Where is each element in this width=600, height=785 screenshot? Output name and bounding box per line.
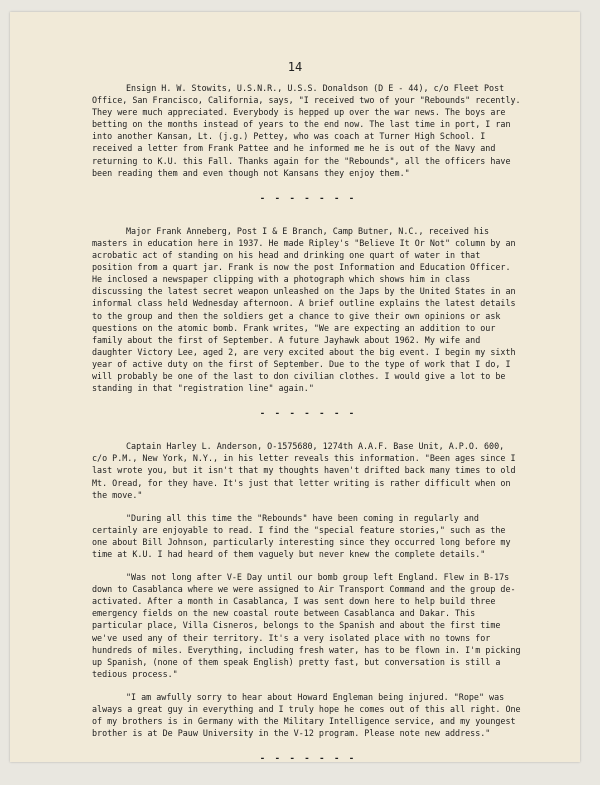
paragraph-stowits: Ensign H. W. Stowits, U.S.N.R., U.S.S. Donaldson (D E - 44), c/o Fleet Post Office, San Francisco, California, says, "I received two of your "Rebounds" recently. They were much appreciated. Everybody is hepped up over the war news. The boys are betting on the months instead of years to the end now. The last time in port, I ran into another Kansan, Lt. (j.g.) Pettey, who was coach at Turner High School. I received a letter from Frank Pattee and he informed me he is out of the Navy and returning to K.U. this Fall. Thanks again for the "Rebounds", all the officers have been reading them and even though not Kansans they enjoy them.": [92, 83, 521, 178]
paragraph-anderson-closing: "I am awfully sorry to hear about Howard Engleman being injured. "Rope" was always a great guy in everything and I truly hope he comes out of this all right. One of my brothers is in Germany with the Military Intelligence service, and my youngest brother is at De Pauw University in the V-12 program. Please note new address.": [92, 691, 521, 739]
paragraph-gap: [92, 501, 524, 512]
section-divider: - - - - - - -: [259, 409, 357, 420]
section-divider: - - - - - - -: [259, 193, 357, 204]
page-number: 14: [287, 60, 303, 74]
document-body: [92, 82, 524, 785]
section-divider: - - - - - - -: [259, 754, 357, 765]
paragraph-anneberg: Major Frank Anneberg, Post I & E Branch, Camp Butner, N.C., received his masters in education here in 1937. He made Ripley's "Believe It Or Not" column by an acrobatic act of standing on his head and drinking one quart of water in that position from a quart jar. Frank is now the post Information and Education Officer. He inclosed a newspaper clipping with a photograph which shows him in class discussing the latest secret weapon unleashed on the Japs by the United States in an informal class held Wednesday afternoon. A brief outline explains the latest details to the group and then the soldiers get a chance to give their own opinions or ask questions on the atomic bomb. Frank writes, "We are expecting an addition to our family about the first of September. A future Jayhawk about 1962. My wife and daughter Victory Lee, aged 2, are very excited about the big event. I begin my sixth year of active duty on the first of September. Due to the type of work that I do, I will probably be one of the last to don civilian clothes. I would give a lot to be standing in that "registration line" again.": [92, 225, 516, 394]
paragraph-anderson-casablanca: "Was not long after V-E Day until our bomb group left England. Flew in B-17s down to Casablanca where we were assigned to Air Transport Command and the group de-activated. After a month in Casablanca, I was sent down here to help build three emergency fields on the new coastal route between Casablanca and Dakar. This particular place, Villa Cisneros, belongs to the Spanish and about the first time we've used any of their territory. It's a very isolated place with no towns for hundreds of miles. Everything, including fresh water, has to be flown in. I'm picking up Spanish, (none of them speak English) pretty fast, but conversation is still a tedious process.": [92, 572, 521, 679]
paragraph-anderson-rebounds: "During all this time the "Rebounds" have been coming in regularly and certainly are enjoyable to read. I find the "special feature stories," such as the one about Bill Johnson, particularly interesting since they occurred long before my time at K.U. I had heard of them vaguely but never knew the complete details.": [92, 512, 511, 559]
paragraph-anderson-intro: Captain Harley L. Anderson, O-1575680, 1274th A.A.F. Base Unit, A.P.O. 600, c/o P.M., New York, N.Y., in his letter reveals this information. "Been ages since I last wrote you, but it isn't that my thoughts haven't drifted back many times to old Mt. Oread, for they have. It's just that letter writing is rather difficult when on the move.": [92, 441, 516, 500]
paragraph-gap: [92, 560, 524, 571]
document-page: [10, 12, 580, 765]
paragraph-gap: [92, 680, 524, 691]
